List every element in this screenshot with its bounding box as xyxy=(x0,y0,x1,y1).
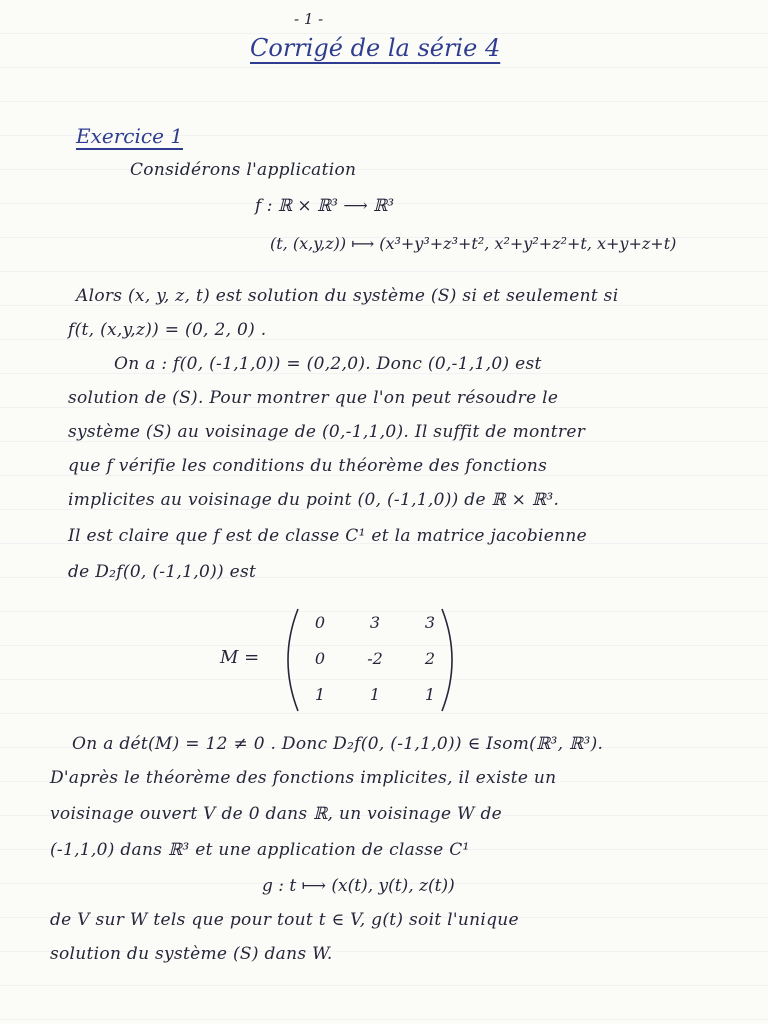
matrix-cell: 0 xyxy=(314,649,326,668)
paragraph-line: Il est claire que f est de classe C¹ et la matrice jacobienne xyxy=(68,526,587,546)
paragraph-line: solution du système (S) dans W. xyxy=(50,944,333,964)
matrix-body xyxy=(280,605,460,715)
paragraph-line: voisinage ouvert V de 0 dans ℝ, un voisinage W de xyxy=(50,804,503,824)
paragraph-line: implicites au voisinage du point (0, (-1,1,0)) de ℝ × ℝ³. xyxy=(68,490,560,510)
page-number: - 1 - xyxy=(294,10,324,28)
left-paren xyxy=(288,609,298,711)
paragraph-line: (-1,1,0) dans ℝ³ et une application de classe C¹ xyxy=(50,840,470,860)
matrix-cell: 0 xyxy=(314,613,326,632)
paragraph-line: solution de (S). Pour montrer que l'on peut résoudre le xyxy=(68,388,559,408)
paragraph-line: On a dét(M) = 12 ≠ 0 . Donc D₂f(0, (-1,1,0)) ∈ Isom(ℝ³, ℝ³). xyxy=(72,734,604,754)
matrix-cell: 3 xyxy=(369,613,381,632)
page-title: Corrigé de la série 4 xyxy=(250,34,501,62)
paragraph-line: f(t, (x,y,z)) = (0, 2, 0) . xyxy=(68,320,267,340)
map-definition: f : ℝ × ℝ³ ⟶ ℝ³ xyxy=(255,196,395,216)
map-formula: (t, (x,y,z)) ⟼ (x³+y³+z³+t², x²+y²+z²+t, x+y+z+t) xyxy=(270,234,677,253)
paragraph-line: D'après le théorème des fonctions implicites, il existe un xyxy=(50,768,557,788)
matrix-cell: 1 xyxy=(314,685,326,704)
matrix-cell: 2 xyxy=(424,649,436,668)
matrix-cell: 1 xyxy=(369,685,381,704)
paragraph-line: de V sur W tels que pour tout t ∈ V, g(t) soit l'unique xyxy=(50,910,519,930)
paragraph-line: On a : f(0, (-1,1,0)) = (0,2,0). Donc (0,-1,1,0) est xyxy=(114,354,542,374)
g-definition: g : t ⟼ (x(t), y(t), z(t)) xyxy=(262,876,455,896)
matrix-cell: -2 xyxy=(367,649,383,668)
paragraph-line: que f vérifie les conditions du théorème des fonctions xyxy=(68,456,548,476)
paragraph-line: de D₂f(0, (-1,1,0)) est xyxy=(68,562,257,582)
matrix-cell: 1 xyxy=(424,685,436,704)
jacobian-matrix xyxy=(220,605,470,715)
paragraph-line: Alors (x, y, z, t) est solution du système (S) si et seulement si xyxy=(76,286,619,306)
exercise-heading: Exercice 1 xyxy=(76,124,183,148)
matrix-cell: 3 xyxy=(424,613,436,632)
intro-text: Considérons l'application xyxy=(130,160,357,180)
matrix-label: M = xyxy=(220,647,260,668)
paragraph-line: système (S) au voisinage de (0,-1,1,0). Il suffit de montrer xyxy=(68,422,586,442)
